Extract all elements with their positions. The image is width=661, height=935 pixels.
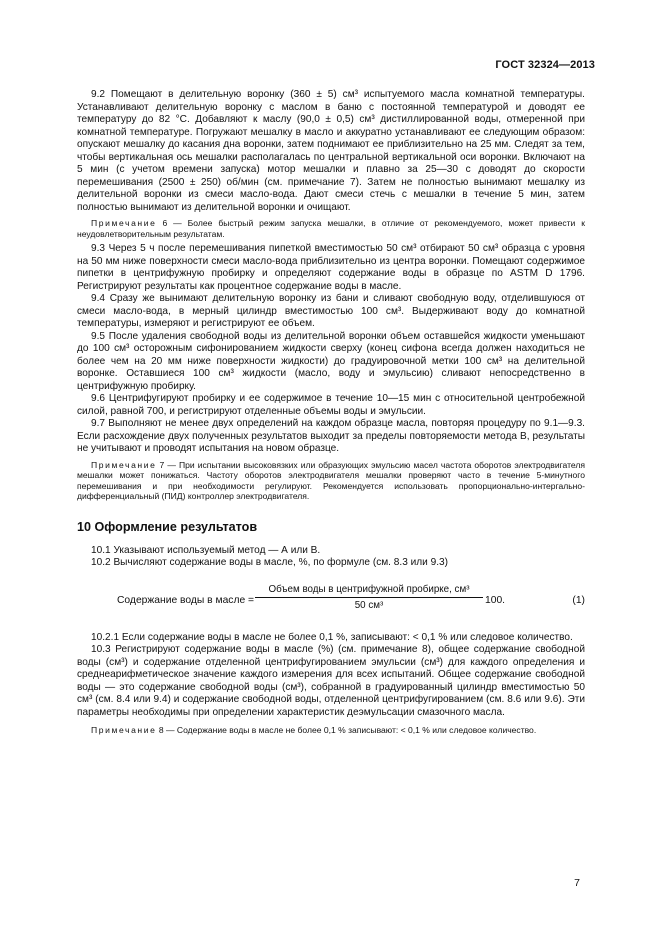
page-number: 7 [574,877,580,889]
paragraph-9-7: 9.7 Выполняют не менее двух определений на каждом образце масла, повторяя процедуру по 9.1—9.3. Если расхождение двух полученных результатов выходит за пределы повторяемости метода В, результаты не учитывают и проводят испытания на новом образце. [77,418,585,454]
paragraph-9-2: 9.2 Помещают в делительную воронку (360 ± 5) см³ испытуемого масла комнатной температуры. Устанавливают делительную воронку с маслом в баню с постоянной температурой и доводят ее температуру до 82 °С. Добавляют к маслу (90,0 ± 0,5) см³ дистиллированной воды, отмеренной при комнатной температуре. Погружают мешалку в масло и аккуратно устанавливают ее следующим образом: опускают мешалку до касания дна воронки, затем поднимают ее приблизительно на 25 мм. Следят за тем, чтобы вертикальная ось мешалки располагалась по центральной вертикальной оси воронки. Включают на 5 мин (с учетом времени запуска) мотор мешалки и плавно за 25—30 с доводят до скорости перемешивания (2500 ± 250) об/мин (см. примечание 7). Затем не полностью вынимают мешалку из делительной воронки из смеси масло-вода. Дают смеси стечь с мешалки в течение 5 мин, затем полностью вынимают из делительной воронки и очищают. [77,89,585,213]
paragraph-9-6: 9.6 Центрифугируют пробирку и ее содержимое в течение 10—15 мин с относительной центробежной силой, равной 700, и регистрируют отделенные объемы воды и эмульсии. [77,393,585,417]
paragraph-10-3: 10.3 Регистрируют содержание воды в масле (%) (см. примечание 8), общее содержание свободной воды (см³) и содержание отделенной центрифугированием эмульсии (см³) для каждого определения и среднеарифметическое значение каждого измерения для всех испытаний. Общее содержание свободной воды — это содержание свободной воды (см³), собранной в градуированный цилиндр вместимостью 50 см³ (см. 8.4 или 9.4) и содержание свободной воды, отделенной центрифугированием (см. 8.6 или 9.6). Эти параметры необходимы при определении характеристик деэмульсации смазочного масла. [77,644,585,718]
paragraph-9-5: 9.5 После удаления свободной воды из делительной воронки объем оставшейся жидкости уменьшают до 100 см³ осторожным сифонированием жидкости сверху (конец сифона всегда должен находиться не более чем на 20 мм ниже поверхности жидкости) до градуировочной метки 100 см³ на делительной воронке. Оставшиеся 100 см³ жидкости (масло, воду и эмульсию) сливают непосредственно в центрифужную пробирку. [77,330,585,392]
formula-number: (1) [572,594,585,606]
note-6-label: Примечание [91,218,157,228]
formula-denominator: 50 см³ [354,599,384,611]
note-7-text: 7 — При испытании высоковязких или образующих эмульсию масел частота оборотов электродвигателя мешалки может понижаться. Частоту оборотов электродвигателя мешалки проверяют часто в течение 5-минутного перемешивания и при необходимости регулируют. Рекомендуется использовать пропорционально-интергально-дифференциальный (ПИД) контроллер электродвигателя. [77,459,585,501]
note-8 [77,725,585,736]
note-7 [77,460,585,502]
paragraph-10-2-1: 10.2.1 Если содержание воды в масле не более 0,1 %, записывают: < 0,1 % или следовое количество. [91,631,573,643]
note-6-text: 6 — Более быстрый режим запуска мешалки, в отличие от рекомендуемого, может привести к неудовлетворительным результатам. [77,218,585,239]
note-8-label: Примечание [91,725,157,735]
formula-numerator: Объем воды в центрифужной пробирке, см³ [255,584,483,598]
formula-fraction [255,584,483,611]
formula-multiplier: 100. [485,594,506,606]
paragraph-10-1: 10.1 Указывают используемый метод — А или В. [91,544,321,556]
formula-1 [77,582,585,626]
standard-header: ГОСТ 32324—2013 [495,59,595,71]
section-10-heading: 10 Оформление результатов [77,519,258,534]
paragraph-10-2: 10.2 Вычисляют содержание воды в масле, %, по формуле (см. 8.3 или 9.3) [91,557,448,568]
note-8-text: 8 — Содержание воды в масле не более 0,1 % записывают: < 0,1 % или следовое количество. [156,725,537,735]
note-7-label: Примечание [91,459,157,470]
note-6 [77,218,585,239]
paragraph-9-4: 9.4 Сразу же вынимают делительную воронку из бани и сливают свободную воду, отделившуюся от смеси масло-вода, в мерный цилиндр вместимостью 100 см³. Выдерживают воду до комнатной температуры, измеряют и регистрируют ее объем. [77,293,585,329]
formula-lhs: Содержание воды в масле = [117,594,255,606]
paragraph-9-3: 9.3 Через 5 ч после перемешивания пипеткой вместимостью 50 см³ отбирают 50 см³ образца с уровня на 50 мм ниже поверхности смеси масло-вода приблизительно из центра воронки. Помещают содержимое пипетки в центрифужную пробирку и определяют содержание воды в образце по ASTM D 1796. Регистрируют результаты как процентное содержание воды в масле. [77,243,585,292]
page-content [77,89,585,736]
